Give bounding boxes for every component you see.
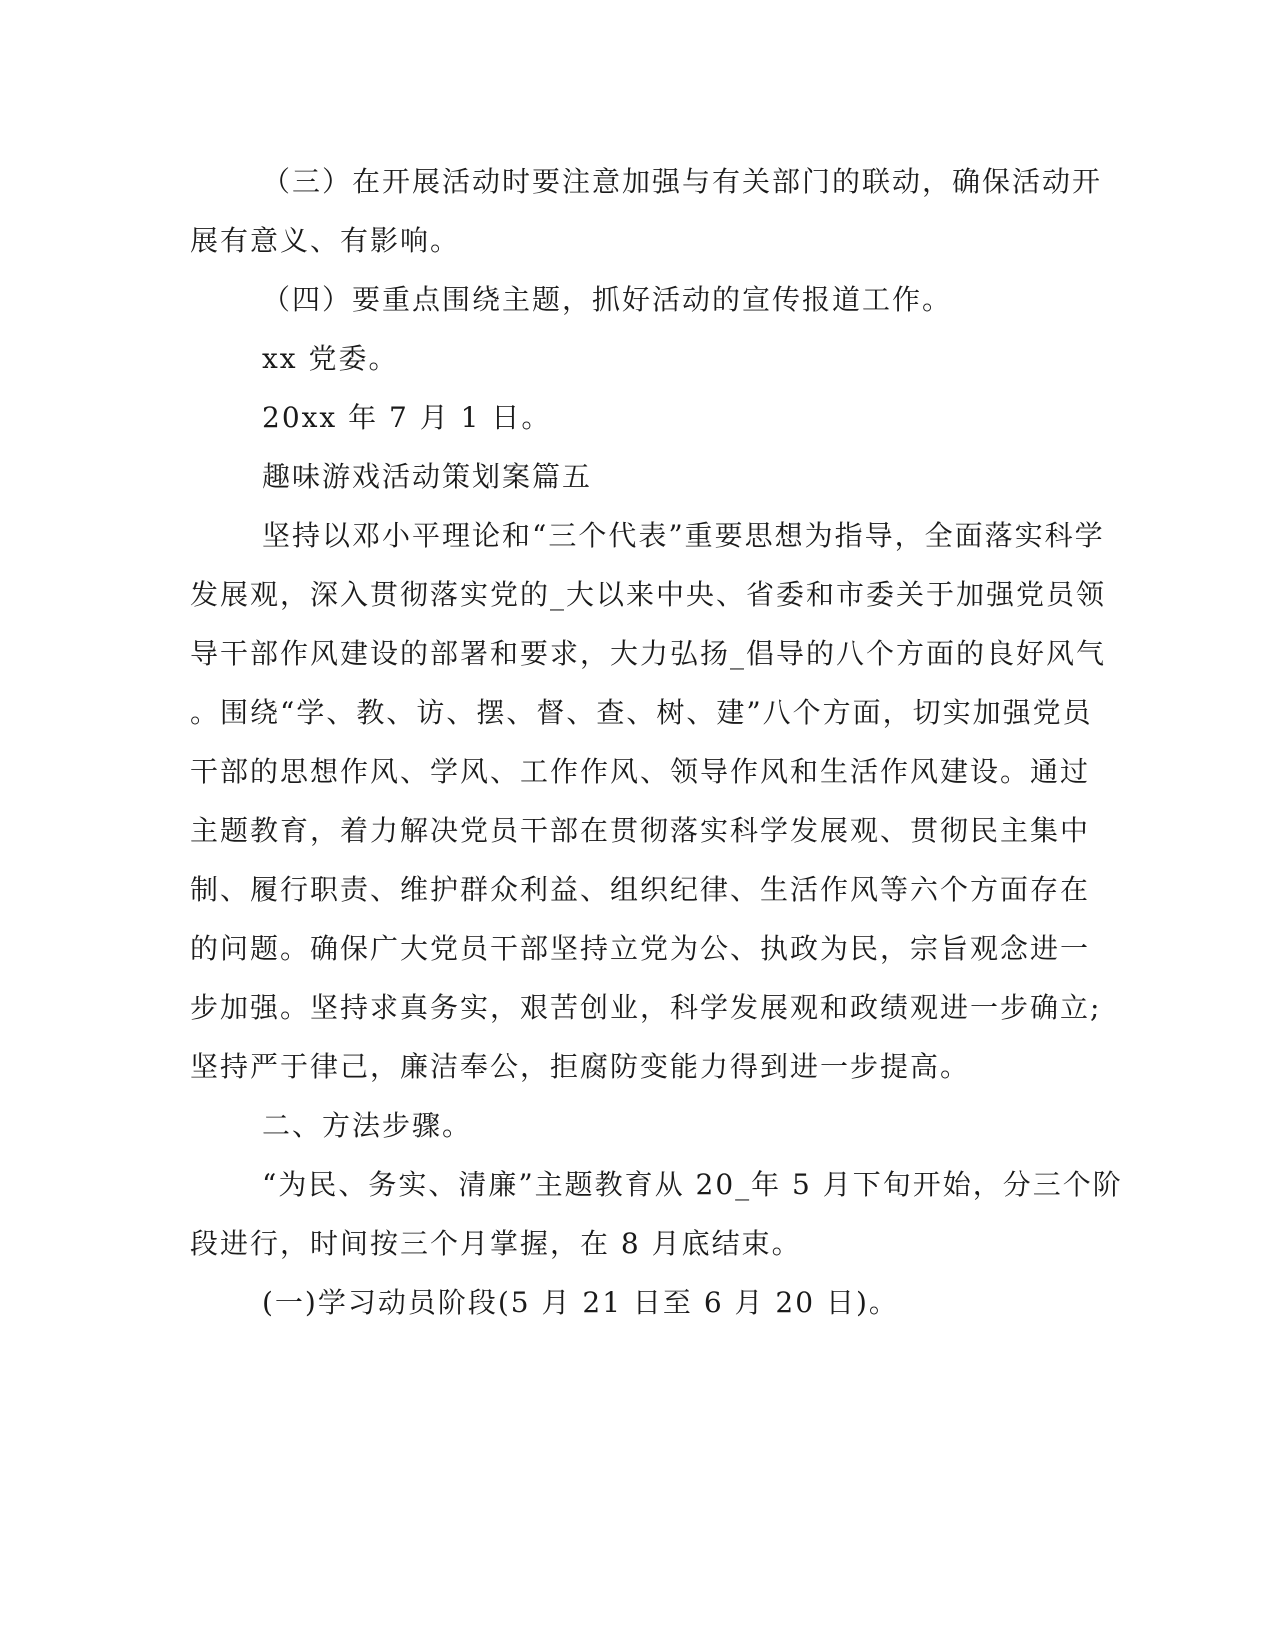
paragraph-line: 的问题。确保广大党员干部坚持立党为公、执政为民，宗旨观念进一	[190, 932, 1091, 965]
paragraph-line: 段进行，时间按三个月掌握，在 8 月底结束。	[190, 1227, 802, 1260]
signature-org: xx 党委。	[262, 342, 399, 375]
paragraph-line: 干部的思想作风、学风、工作作风、领导作风和生活作风建设。通过	[190, 755, 1091, 788]
paragraph-line: 导干部作风建设的部署和要求，大力弘扬_倡导的八个方面的良好风气	[190, 637, 1107, 670]
section-title: 趣味游戏活动策划案篇五	[262, 460, 593, 493]
paragraph-line: 主题教育，着力解决党员干部在贯彻落实科学发展观、贯彻民主集中	[190, 814, 1091, 847]
signature-date: 20xx 年 7 月 1 日。	[262, 401, 552, 434]
subsection-heading: (一)学习动员阶段(5 月 21 日至 6 月 20 日)。	[262, 1286, 899, 1319]
paragraph-line: 展有意义、有影响。	[190, 224, 461, 257]
paragraph-line: 制、履行职责、维护群众利益、组织纪律、生活作风等六个方面存在	[190, 873, 1091, 906]
paragraph-line: 发展观，深入贯彻落实党的_大以来中央、省委和市委关于加强党员领	[190, 578, 1107, 611]
paragraph-line: 。围绕“学、教、访、摆、督、查、树、建”八个方面，切实加强党员	[190, 696, 1093, 729]
paragraph-line: “为民、务实、清廉”主题教育从 20_年 5 月下旬开始，分三个阶	[262, 1168, 1123, 1201]
paragraph-line: （三）在开展活动时要注意加强与有关部门的联动，确保活动开	[262, 165, 1103, 198]
paragraph-line: （四）要重点围绕主题，抓好活动的宣传报道工作。	[262, 283, 953, 316]
paragraph-line: 坚持以邓小平理论和“三个代表”重要思想为指导，全面落实科学	[262, 519, 1105, 552]
paragraph-line: 步加强。坚持求真务实，艰苦创业，科学发展观和政绩观进一步确立;	[190, 991, 1102, 1024]
paragraph-line: 坚持严于律己，廉洁奉公，拒腐防变能力得到进一步提高。	[190, 1050, 971, 1083]
section-heading: 二、方法步骤。	[262, 1109, 473, 1142]
